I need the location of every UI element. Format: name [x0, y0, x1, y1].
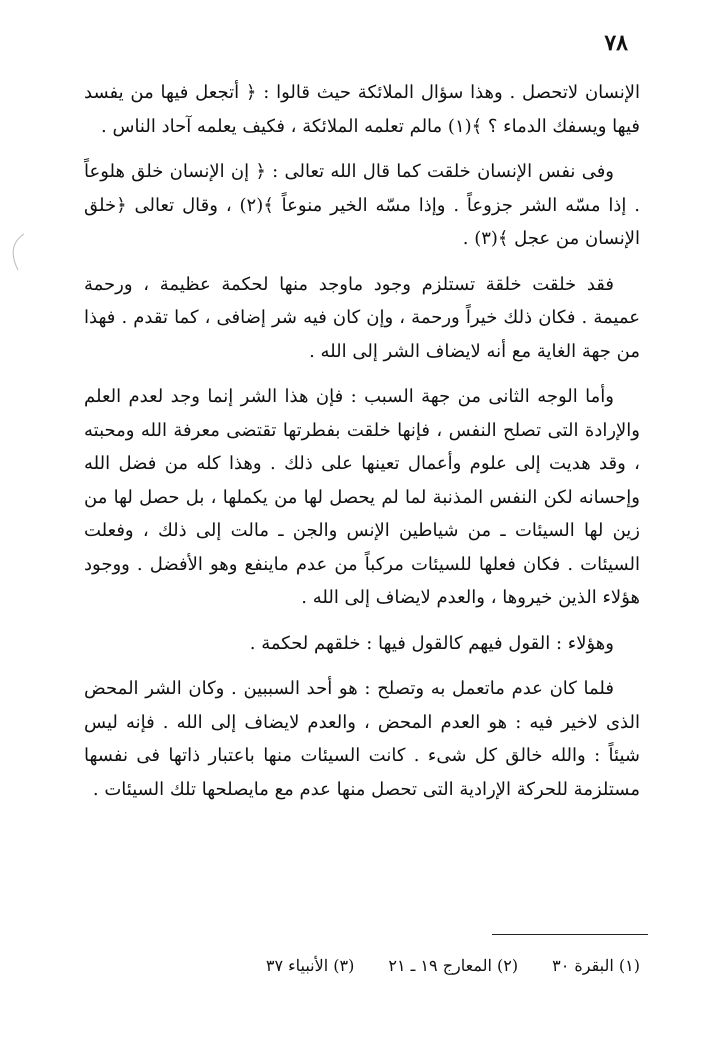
paragraph-4: وأما الوجه الثانى من جهة السبب : فإن هذا الشر إنما وجد لعدم العلم والإرادة التى تصلح النفس ، فإنها خلقت بفطرتها تقتضى معرفة الله ومحبته ، وقد هديت إلى علوم وأعمال تعينها على ذلك . وهذا كله من فضل الله وإحسانه لكن النفس المذنبة لما لم يحصل لها من يكملها ، بل حصل لها من زين لها السيئات ـ من شياطين الإنس والجن ـ مالت إلى ذلك ، وفعلت السيئات . فكان فعلها للسيئات مركباً من عدم ماينفع وهو الأفضل . ووجود هؤلاء الذين خيروها ، والعدم لايضاف إلى الله .: [84, 386, 640, 608]
footnote-1: (١) البقرة ٣٠: [552, 956, 640, 975]
paragraph-2: وفى نفس الإنسان خلقت كما قال الله تعالى : ﴿ إن الإنسان خلق هلوعاً . إذا مسّه الشر جزوعاً . وإذا مسّه الخير منوعاً ﴾(٢) ، وقال تعالى ﴿خلق الإنسان من عجل ﴾(٣) .: [84, 161, 641, 249]
footnote-divider: [492, 934, 648, 935]
paragraph-1: الإنسان لاتحصل . وهذا سؤال الملائكة حيث قالوا : ﴿ أتجعل فيها من يفسد فيها ويسفك الدماء ؟ ﴾(١) مالم تعلمه الملائكة ، فكيف يعلمه آحاد الناس .: [84, 82, 640, 137]
footnotes: [84, 956, 640, 975]
paragraph-6: فلما كان عدم ماتعمل به وتصلح : هو أحد السببين . وكان الشر المحض الذى لاخير فيه : هو العدم المحض ، والعدم لايضاف إلى الله . فإنه ليس شيئاً : والله خالق كل شىء . كانت السيئات منها باعتبار ذاتها فى نفسها مستلزمة للحركة الإرادية التى تحصل منها عدم مع مايصلحها تلك السيئات .: [84, 678, 640, 800]
page-number: ٧٨: [604, 30, 628, 56]
paragraph-5: وهؤلاء : القول فيهم كالقول فيها : خلقهم لحكمة .: [249, 632, 614, 654]
footnote-3: (٣) الأنبياء ٣٧: [265, 956, 355, 975]
margin-pencil-mark: [6, 232, 30, 272]
footnote-2: (٢) المعارج ١٩ ـ ٢١: [388, 956, 519, 975]
body-text: [84, 76, 640, 818]
paragraph-3: فقد خلقت خلقة تستلزم وجود ماوجد منها لحكمة عظيمة ، ورحمة عميمة . فكان ذلك خيراً ورحمة ، وإن كان فيه شر إضافى ، كما تقدم . فهذا من جهة الغاية مع أنه لايضاف الشر إلى الله .: [84, 273, 640, 362]
